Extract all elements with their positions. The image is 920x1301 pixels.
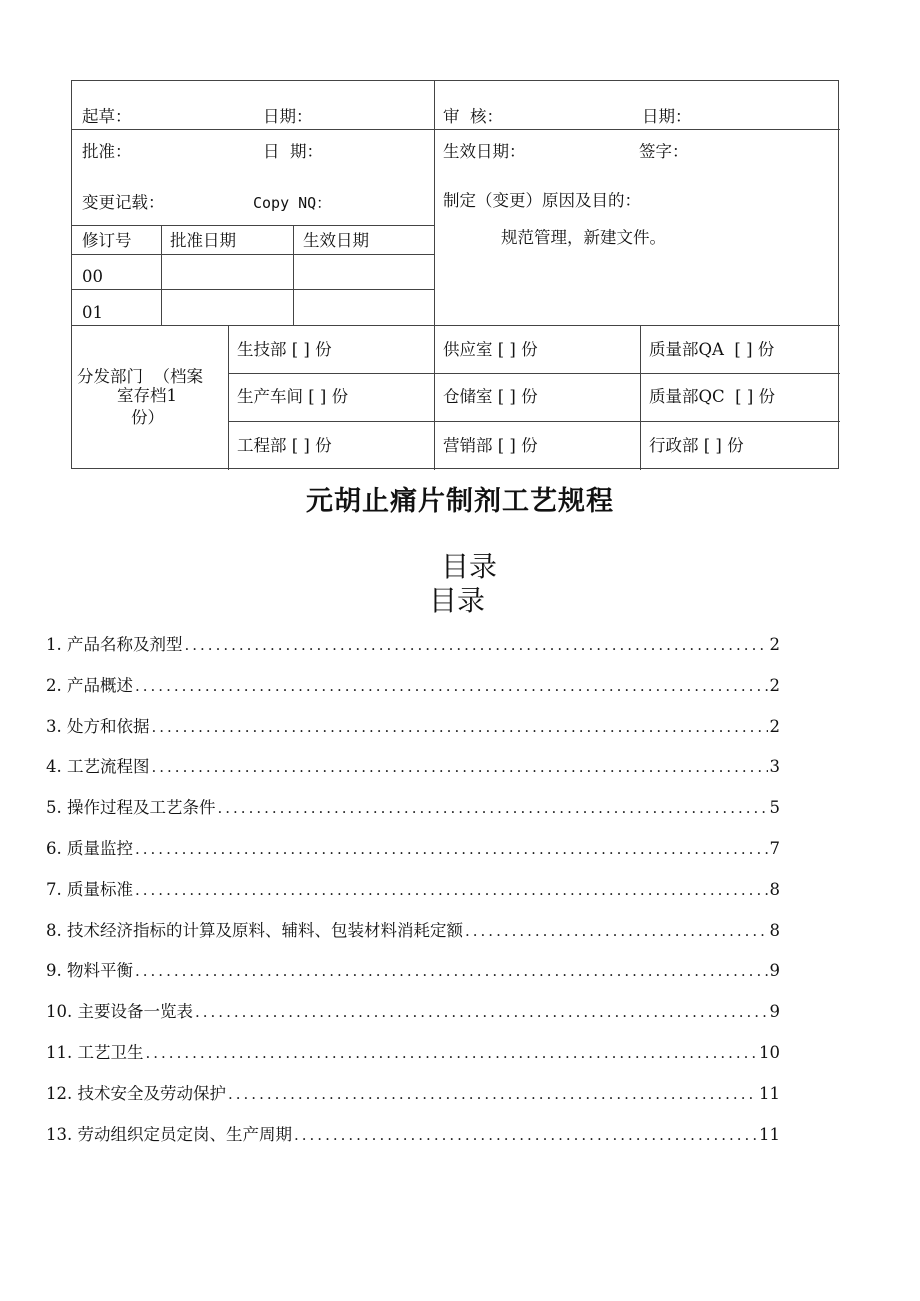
review-label: 审 核： — [443, 107, 503, 126]
revision-header-number: 修订号 — [82, 231, 132, 250]
toc-entry-page: 9 — [769, 1002, 780, 1022]
department-cell: 质量部QA [ ] 份 — [649, 340, 775, 359]
toc-entry-label: 1. 产品名称及剂型 — [46, 635, 183, 654]
toc-entry-label: 3. 处方和依据 — [46, 716, 150, 736]
divider-distribution-col1 — [434, 325, 435, 470]
toc-entry-page: 11 — [759, 1124, 780, 1144]
divider-vertical-main — [434, 81, 435, 325]
table-of-contents — [46, 631, 780, 1161]
toc-leader-dots — [135, 962, 768, 980]
toc-entry-label: 10. 主要设备一览表 — [46, 1002, 193, 1022]
toc-leader-dots — [135, 881, 768, 899]
revision-header-effective-date: 生效日期 — [303, 231, 369, 250]
divider-distribution-col2 — [640, 325, 641, 470]
toc-leader-dots — [465, 922, 768, 940]
toc-entry-label: 6. 质量监控 — [46, 838, 133, 858]
divider-revision-row2 — [72, 289, 434, 290]
department-cell: 营销部 [ ] 份 — [443, 436, 538, 455]
divider-distribution-top — [72, 325, 840, 326]
department-cell: 生产车间 [ ] 份 — [237, 387, 349, 406]
toc-entry[interactable] — [46, 1080, 780, 1121]
change-reason-text: 规范管理，新建文件。 — [501, 228, 666, 247]
distribution-label-line: 分发部门 （档案 — [77, 367, 203, 386]
approve-date-label: 日 期： — [263, 142, 323, 161]
divider-distribution-row2 — [228, 421, 840, 422]
toc-entry-label: 7. 质量标准 — [46, 879, 133, 899]
toc-leader-dots — [294, 1126, 757, 1144]
document-control-form — [71, 80, 839, 469]
toc-entry[interactable] — [46, 876, 780, 917]
department-cell: 质量部QC [ ] 份 — [649, 387, 776, 406]
effective-date-label: 生效日期： — [443, 142, 526, 161]
distribution-label-line: 室存档1 — [117, 386, 177, 405]
toc-entry[interactable] — [46, 672, 780, 713]
toc-entry-label: 8. 技术经济指标的计算及原料、辅料、包装材料消耗定额 — [46, 920, 463, 940]
toc-leader-dots — [152, 718, 768, 736]
toc-entry-page: 2 — [769, 635, 780, 654]
divider-revision-col2 — [293, 225, 294, 325]
toc-entry-page: 10 — [759, 1042, 780, 1062]
signature-label: 签字： — [639, 142, 689, 161]
toc-entry-page: 2 — [769, 716, 780, 736]
divider-revision-col1 — [161, 225, 162, 325]
toc-leader-dots — [152, 758, 768, 776]
toc-entry[interactable] — [46, 835, 780, 876]
toc-leader-dots — [146, 1044, 758, 1062]
department-cell: 仓储室 [ ] 份 — [443, 387, 538, 406]
toc-entry[interactable] — [46, 1039, 780, 1080]
toc-leader-dots — [185, 636, 768, 654]
department-cell: 行政部 [ ] 份 — [649, 436, 744, 455]
toc-entry-page: 11 — [759, 1083, 780, 1103]
divider-right-row1 — [434, 129, 840, 130]
toc-leader-dots — [228, 1085, 757, 1103]
review-date-label: 日期： — [642, 107, 692, 126]
change-record-label: 变更记载： — [82, 193, 165, 212]
revision-header-approve-date: 批准日期 — [170, 231, 236, 250]
approve-label: 批准： — [82, 142, 132, 161]
change-reason-label: 制定（变更）原因及目的： — [443, 191, 641, 210]
toc-entry-page: 7 — [769, 838, 780, 858]
draft-label: 起草： — [82, 107, 132, 126]
toc-entry-label: 5. 操作过程及工艺条件 — [46, 798, 216, 818]
divider-distribution-col0 — [228, 325, 229, 470]
divider-distribution-row1 — [228, 373, 840, 374]
toc-entry-page: 5 — [769, 798, 780, 818]
toc-entry-label: 2. 产品概述 — [46, 675, 133, 695]
department-cell: 工程部 [ ] 份 — [237, 436, 332, 455]
toc-entry-label: 13. 劳动组织定员定岗、生产周期 — [46, 1124, 292, 1144]
toc-entry-page: 8 — [769, 920, 780, 940]
toc-entry-page: 3 — [769, 757, 780, 777]
divider-revision-header — [72, 225, 434, 226]
toc-entry-label: 12. 技术安全及劳动保护 — [46, 1083, 226, 1103]
revision-row-number: 01 — [82, 303, 103, 322]
toc-entry-label: 4. 工艺流程图 — [46, 757, 150, 777]
toc-entry-page: 2 — [769, 675, 780, 695]
toc-leader-dots — [135, 840, 768, 858]
department-cell: 供应室 [ ] 份 — [443, 340, 538, 359]
revision-row-number: 00 — [82, 267, 103, 286]
toc-entry[interactable] — [46, 917, 780, 958]
toc-leader-dots — [135, 677, 768, 695]
toc-entry[interactable] — [46, 957, 780, 998]
toc-entry-label: 11. 工艺卫生 — [46, 1042, 144, 1062]
divider-revision-row1 — [72, 254, 434, 255]
toc-entry[interactable] — [46, 794, 780, 835]
draft-date-label: 日期： — [263, 107, 313, 126]
toc-entry-page: 9 — [769, 961, 780, 981]
toc-heading: 目录 — [440, 550, 497, 583]
toc-entry[interactable] — [46, 753, 780, 794]
document-title: 元胡止痛片制剂工艺规程 — [306, 486, 614, 517]
divider-left-row1 — [72, 129, 434, 130]
toc-entry[interactable] — [46, 998, 780, 1039]
toc-entry[interactable] — [46, 713, 780, 754]
toc-leader-dots — [218, 799, 768, 817]
toc-entry-label: 9. 物料平衡 — [46, 961, 133, 981]
toc-heading: 目录 — [428, 584, 485, 617]
toc-entry[interactable] — [46, 631, 780, 672]
toc-entry-page: 8 — [769, 879, 780, 899]
copy-number-label: Copy NQ： — [253, 194, 332, 212]
toc-leader-dots — [195, 1003, 768, 1021]
toc-entry[interactable] — [46, 1121, 780, 1162]
department-cell: 生技部 [ ] 份 — [237, 340, 332, 359]
distribution-label-line: 份） — [131, 408, 164, 427]
